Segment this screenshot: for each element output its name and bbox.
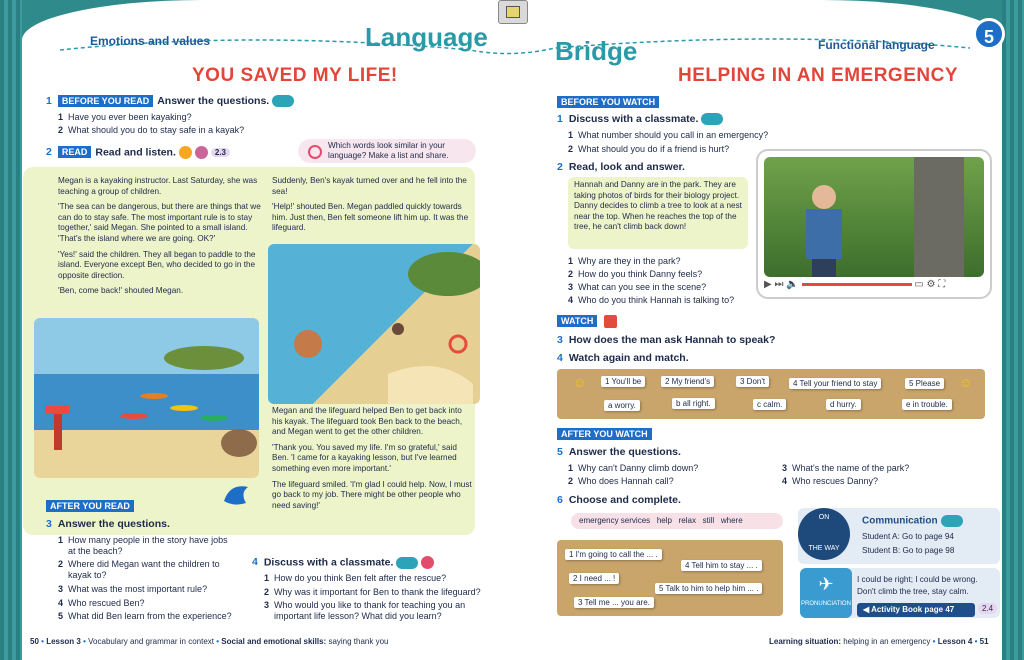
question-item: kayak to?: [68, 570, 107, 580]
audio-track-number[interactable]: 2.3: [211, 148, 230, 157]
question-item: 2 Who does Hannah call?: [568, 476, 674, 486]
sentence-card[interactable]: 2 I need ... !: [569, 573, 619, 584]
question-item: 1 What number should you call in an emergency?: [568, 130, 769, 140]
question-item: 1 Have you ever been kayaking?: [58, 112, 192, 122]
right-page-title: HELPING IN AN EMERGENCY: [678, 65, 958, 86]
splash-icon: [220, 481, 254, 507]
question-item: 1 How do you think Ben felt after the rescue?: [264, 573, 447, 583]
after-you-watch-heading: [557, 428, 656, 440]
word-bank: [571, 513, 783, 529]
pronunciation-line: Don't climb the tree, stay calm.: [857, 587, 969, 596]
question-item: 4 Who rescued Ben?: [58, 598, 145, 608]
match-card[interactable]: a worry.: [604, 400, 640, 411]
exercise-number: 1: [46, 95, 52, 107]
question-item: 5 What did Ben learn from the experience?: [58, 611, 232, 621]
left-footer: 50 • Lesson 3 • Vocabulary and grammar in context • Social and emotional skills: saying thank you: [30, 637, 389, 646]
question-item: 3 What was the most important rule?: [58, 584, 208, 594]
right-footer: Learning situation: helping in an emergency • Lesson 4 • 51: [769, 637, 989, 646]
read-tag: READ: [58, 146, 92, 158]
right-exercise-6-heading: 6 Choose and complete.: [557, 494, 681, 506]
story-paragraph: 'Ben, come back!' shouted Megan.: [58, 286, 184, 296]
arrow-icon: ◀: [863, 605, 872, 614]
audio-track-icon[interactable]: [195, 146, 208, 159]
match-card[interactable]: 5 Please: [905, 378, 944, 389]
fullscreen-icon[interactable]: ⛶: [938, 279, 946, 290]
language-label: Language: [365, 22, 488, 52]
story-paragraph: Megan is a kayaking instructor. Last Saturday, she was teaching a group of children.: [58, 176, 258, 196]
story-paragraph: 'Help!' shouted Ben. Megan paddled quickly towards him. Just then, Ben felt someone lift him up. It was the lifeguard.: [272, 202, 469, 233]
story-paragraph: Suddenly, Ben's kayak turned over and he fell into the sea!: [272, 176, 467, 196]
sentence-card[interactable]: 1 I'm going to call the ... .: [565, 549, 662, 560]
question-item: 3 What's the name of the park?: [782, 463, 910, 473]
story-paragraph: The lifeguard smiled. 'I'm glad I could help. Now, I must go back to my job. There might be other people who need saving!': [272, 479, 472, 510]
after-you-read-heading: [46, 500, 138, 512]
student-b-instruction: Student B: Go to page 98: [862, 546, 955, 555]
right-exercise-2-heading: 2 Read, look and answer.: [557, 161, 685, 173]
match-card[interactable]: 3 Don't: [736, 376, 769, 387]
settings-icon[interactable]: ⚙: [926, 279, 936, 290]
story-paragraph: 'Yes!' said the children. They all began to paddle to the island. Everyone except Ben, who decided to go in the opposite direction.: [58, 249, 256, 280]
before-you-watch-tag: BEFORE YOU WATCH: [557, 96, 659, 108]
right-exercise-1-heading: 1 Discuss with a classmate.: [557, 113, 723, 125]
sentence-card[interactable]: 5 Talk to him to help him ... .: [655, 583, 762, 594]
reading-text-box: Hannah and Danny are in the park. They are taking photos of birds for their biology project. Danny decides to climb a tree to look at a nest near the top. When he reaches the top of the tree, he can't climb back down!: [568, 177, 748, 249]
question-item: 1 Why are they in the park?: [568, 256, 681, 266]
audio-track-number[interactable]: 2.4: [978, 603, 997, 614]
exercise-instruction: Answer the questions.: [157, 95, 270, 107]
watch-heading: [557, 315, 617, 328]
video-scene: [764, 157, 984, 277]
left-page-title: YOU SAVED MY LIFE!: [192, 65, 398, 86]
smiley-icon: ☺: [959, 375, 973, 390]
right-exercise-5-heading: 5 Answer the questions.: [557, 446, 681, 458]
question-item: 1 Why can't Danny climb down?: [568, 463, 699, 473]
skip-icon[interactable]: ⏭: [774, 279, 784, 290]
rescue-drawing: [268, 244, 480, 404]
question-item: at the beach?: [68, 546, 123, 556]
video-controls: [764, 279, 984, 293]
vocabulary-hint: Which words look similar in your language? Make a list and share.: [298, 139, 476, 163]
question-item: 1 How many people in the story have jobs: [58, 535, 228, 545]
captions-icon[interactable]: ▭: [914, 279, 924, 290]
unit-badge: 5: [973, 18, 1005, 50]
video-progress-bar[interactable]: [802, 283, 912, 286]
activity-book-link[interactable]: ◀ Activity Book page 47: [857, 603, 975, 617]
question-item: 2 Where did Megan want the children to: [58, 559, 220, 569]
word-bank-item: where: [720, 516, 743, 525]
sentence-card[interactable]: 3 Tell me ... you are.: [574, 597, 654, 608]
story-paragraph: 'The sea can be dangerous, but there are things that we can do to stay safe. The most important rule is to stay together,' said Megan. She pointed to a small island. 'That's the island where we are going. OK?': [58, 202, 261, 243]
match-card[interactable]: 2 My friend's: [661, 376, 714, 387]
kayakers-drawing: [34, 318, 259, 478]
speaking-icon[interactable]: [941, 515, 963, 527]
question-item: 4 Who do you think Hannah is talking to?: [568, 295, 735, 305]
match-card[interactable]: 4 Tell your friend to stay: [789, 378, 881, 389]
badge-label: ON: [818, 514, 830, 521]
word-bank-item: still: [702, 516, 715, 525]
right-frame: [1002, 0, 1024, 660]
story-column-2-bottom: [272, 406, 472, 511]
question-item: important life lesson? What did you learn?: [274, 611, 442, 621]
story-paragraph: Megan and the lifeguard helped Ben to get back into his kayak. The lifeguard took Ben back to the beach, and Megan went to get the other children.: [272, 406, 463, 437]
story-column-2-top: [272, 176, 472, 234]
communication-panel: [798, 508, 1000, 564]
communication-title: Communication: [862, 515, 963, 527]
exercise-2-heading: 2 READ Read and listen. 2.3: [46, 146, 230, 159]
word-bank-item: emergency services: [579, 516, 651, 525]
left-frame: [0, 0, 22, 660]
after-you-read-tag: AFTER YOU READ: [46, 500, 134, 512]
speaking-icon[interactable]: [272, 95, 294, 107]
word-bank-item: relax: [678, 516, 696, 525]
question-item: 4 Who rescues Danny?: [782, 476, 879, 486]
right-exercise-4-heading: 4 Watch again and match.: [557, 352, 689, 364]
video-frame[interactable]: [764, 157, 984, 277]
student-a-instruction: Student A: Go to page 94: [862, 532, 954, 541]
note-tool-button[interactable]: [498, 0, 528, 24]
smiley-icon: ☺: [573, 375, 587, 390]
question-item: 3 Who would you like to thank for teaching you an: [264, 600, 466, 610]
question-item: 2 Why was it important for Ben to thank the lifeguard?: [264, 587, 481, 597]
watch-tag: WATCH: [557, 315, 597, 327]
beach-illustration: [34, 318, 259, 478]
match-card[interactable]: b all right.: [672, 398, 715, 409]
plane-icon: ✈: [818, 574, 834, 594]
play-icon[interactable]: ▶: [764, 279, 772, 290]
before-you-read-tag: BEFORE YOU READ: [58, 95, 153, 107]
exercise-4-heading: 4 Discuss with a classmate.: [252, 556, 434, 569]
story-paragraph: 'Thank you. You saved my life. I'm so grateful,' said Ben. 'I came for a kayaking lesson, but I've learned something even more important.': [272, 442, 457, 473]
right-exercise-3-heading: 3 How does the man ask Hannah to speak?: [557, 334, 776, 346]
emotions-values-label: Emotions and values: [90, 34, 211, 48]
speaking-icon[interactable]: [396, 557, 418, 569]
volume-icon[interactable]: 🔈: [786, 279, 799, 290]
sentence-card[interactable]: 4 Tell him to stay ... .: [681, 560, 762, 571]
video-clip-icon[interactable]: [604, 315, 617, 328]
match-card[interactable]: d hurry.: [826, 399, 861, 410]
heart-icon: [421, 556, 434, 569]
note-icon: [506, 6, 520, 18]
pronunciation-line: I could be right; I could be wrong.: [857, 575, 978, 584]
question-item: 2 What should you do to stay safe in a kayak?: [58, 125, 245, 135]
match-card[interactable]: e in trouble.: [902, 399, 952, 410]
book-audio-icon[interactable]: [179, 146, 192, 159]
badge-label: THE WAY: [808, 545, 840, 552]
exercise-3-heading: 3 Answer the questions.: [46, 518, 170, 530]
pronunciation-label: PRONUNCIATION: [801, 601, 851, 607]
video-player[interactable]: [756, 149, 992, 299]
word-bank-item: help: [656, 516, 672, 525]
rescue-illustration: [268, 244, 480, 404]
question-item: 2 How do you think Danny feels?: [568, 269, 703, 279]
pronunciation-badge: [800, 568, 852, 618]
story-column-1: [58, 176, 263, 297]
on-the-way-badge: [798, 508, 850, 560]
exercise-1-heading: [46, 95, 294, 107]
bridge-label: Bridge: [555, 36, 638, 66]
question-item: 2 What should you do if a friend is hurt?: [568, 144, 730, 154]
before-you-watch-heading: [557, 96, 663, 108]
question-item: 3 What can you see in the scene?: [568, 282, 707, 292]
speaking-icon[interactable]: [701, 113, 723, 125]
functional-language-label: Functional language: [818, 38, 935, 52]
match-card[interactable]: 1 You'll be: [601, 376, 645, 387]
match-card[interactable]: c calm.: [753, 399, 786, 410]
after-you-watch-tag: AFTER YOU WATCH: [557, 428, 652, 440]
